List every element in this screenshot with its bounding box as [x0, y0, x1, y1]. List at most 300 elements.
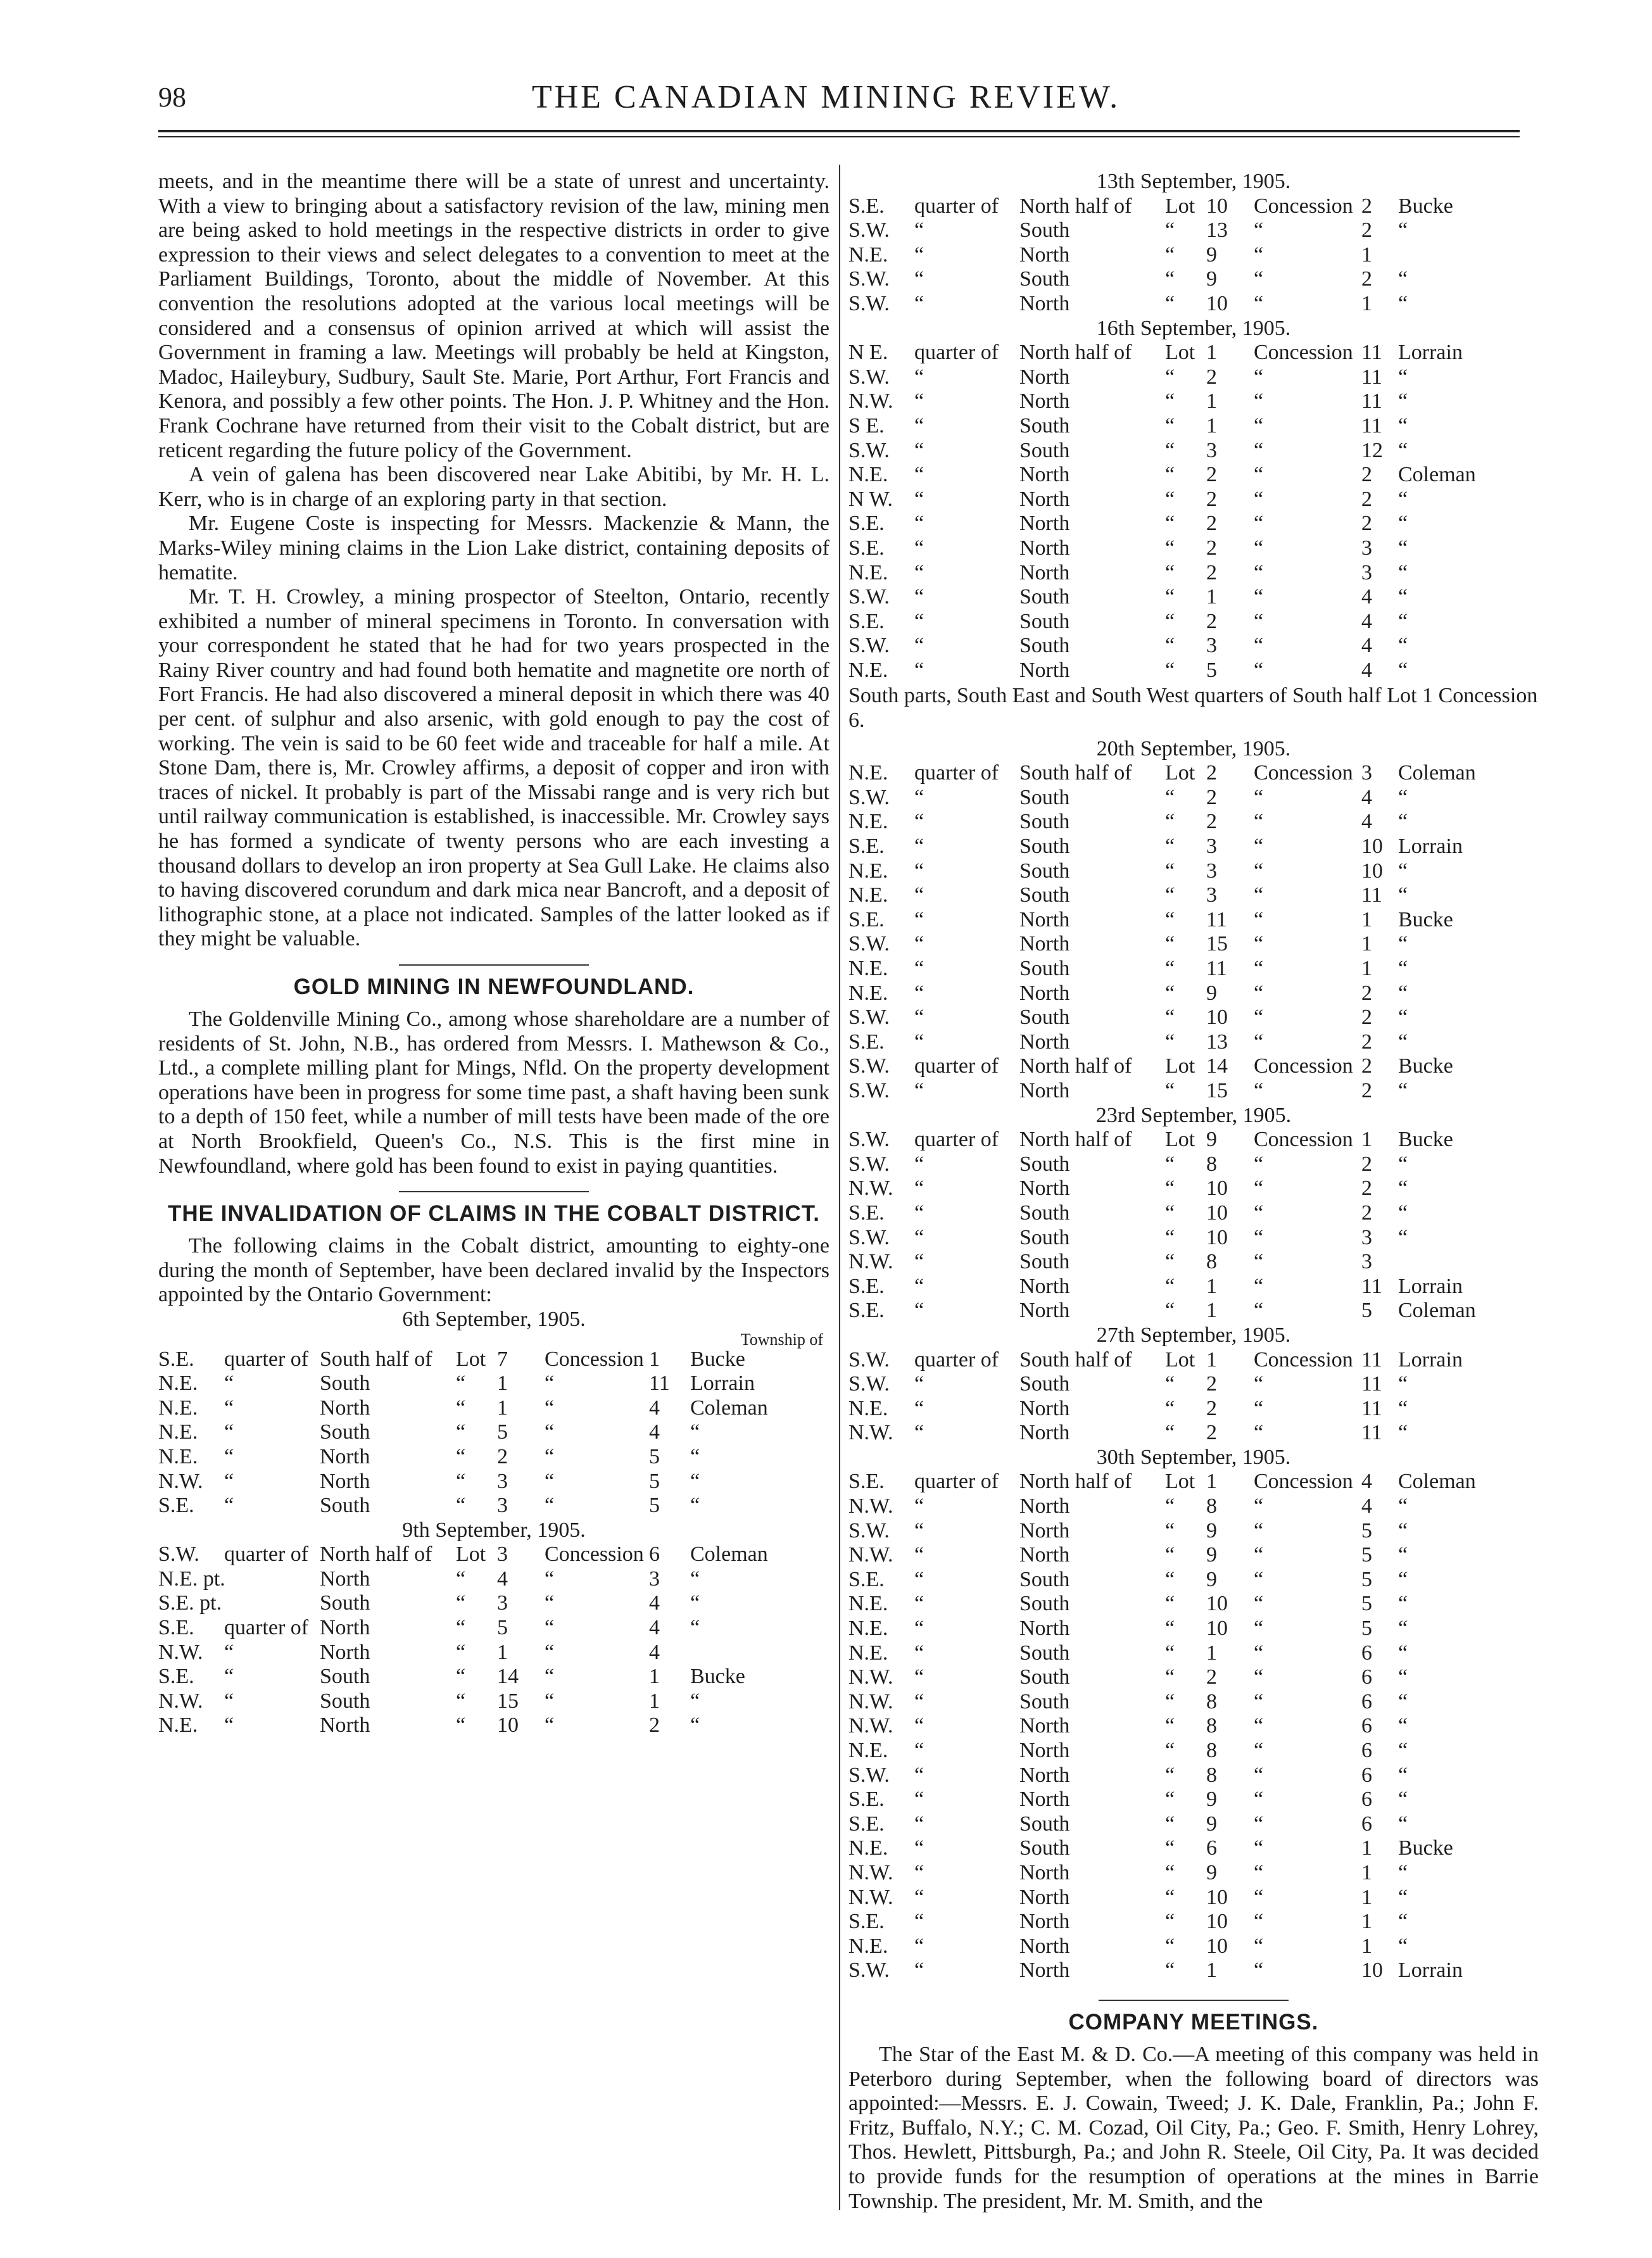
- claim-portion: quarter of: [224, 1542, 309, 1567]
- claim-lot-label: “: [1165, 1714, 1175, 1738]
- claims-date-group: [158, 1308, 829, 1518]
- claim-concession-label: “: [1254, 932, 1264, 956]
- claim-concession-number: 1: [1361, 243, 1372, 267]
- claim-lot-number: 3: [497, 1542, 508, 1567]
- claim-lot-number: 1: [497, 1640, 508, 1664]
- claim-concession-label: “: [1254, 907, 1264, 931]
- claim-row: [158, 1616, 829, 1641]
- claims-date-group: [848, 317, 1539, 733]
- claim-portion: “: [914, 1421, 924, 1445]
- claim-quarter: S.E.: [848, 512, 885, 536]
- claim-concession-label: “: [1254, 609, 1264, 633]
- claim-half: North: [1019, 487, 1070, 511]
- claim-concession-label: “: [545, 1469, 555, 1493]
- claim-row: [848, 267, 1539, 292]
- claim-lot-number: 9: [1206, 1128, 1217, 1152]
- claim-portion: “: [224, 1444, 234, 1468]
- claim-concession-number: 4: [1361, 585, 1372, 609]
- claim-concession-number: 5: [1361, 1518, 1372, 1542]
- claim-row: [848, 610, 1539, 634]
- claim-quarter: S.E.: [848, 1910, 885, 1934]
- claims-heading: THE INVALIDATION OF CLAIMS IN THE COBALT DISTRICT.: [168, 1201, 820, 1227]
- claim-half: North: [1019, 1299, 1070, 1323]
- claim-quarter: S.W.: [848, 438, 890, 462]
- claim-lot-number: 9: [1206, 981, 1217, 1005]
- claim-lot-number: 11: [1206, 907, 1227, 931]
- claim-half: North: [320, 1469, 370, 1493]
- claim-lot-label: “: [1165, 1665, 1175, 1689]
- gold-mining-heading: GOLD MINING IN NEWFOUNDLAND.: [293, 974, 695, 999]
- claim-concession-number: 2: [649, 1713, 660, 1738]
- claim-half: South: [1019, 785, 1070, 809]
- claim-row: [848, 1152, 1539, 1177]
- claim-lot-label: “: [1165, 1958, 1175, 1983]
- claim-row: [158, 1445, 829, 1470]
- claim-quarter: N W.: [848, 487, 893, 511]
- claim-concession-number: 10: [1361, 835, 1383, 859]
- claim-concession-number: 4: [1361, 1494, 1372, 1518]
- claim-row: [848, 957, 1539, 981]
- claim-township: Bucke: [690, 1665, 745, 1689]
- claim-lot-number: 2: [1206, 463, 1217, 487]
- claim-lot-label: “: [1165, 1739, 1175, 1762]
- claim-portion: “: [914, 1739, 924, 1762]
- claim-township: “: [1398, 218, 1408, 243]
- claim-concession-label: “: [1254, 267, 1264, 291]
- claim-portion: “: [914, 609, 924, 633]
- claim-portion: “: [914, 1689, 924, 1713]
- claim-township: Lorrain: [1398, 341, 1463, 365]
- claim-row: [848, 194, 1539, 219]
- claim-lot-label: “: [1165, 585, 1175, 609]
- claim-half: North: [1019, 1763, 1070, 1787]
- claim-lot-label: “: [1165, 1250, 1175, 1274]
- claim-lot-label: Lot: [1165, 194, 1195, 218]
- claim-row: [848, 1299, 1539, 1323]
- claim-row: [848, 1470, 1539, 1494]
- claim-concession-number: 1: [649, 1347, 660, 1371]
- claim-quarter: N.W.: [848, 1689, 893, 1713]
- section-rule: [1099, 2000, 1289, 2001]
- claim-lot-label: “: [1165, 487, 1175, 511]
- claim-lot-label: Lot: [1165, 761, 1195, 785]
- claim-quarter: S.W.: [848, 267, 890, 291]
- claim-concession-label: “: [1254, 1812, 1264, 1836]
- claim-concession-number: 11: [1361, 1274, 1382, 1298]
- left-article: [158, 170, 829, 952]
- claim-township: “: [1398, 883, 1408, 907]
- claim-half: South: [320, 1665, 370, 1689]
- claim-lot-label: “: [1165, 957, 1175, 980]
- claim-township: “: [1398, 810, 1408, 834]
- claim-lot-label: “: [1165, 267, 1175, 291]
- claim-quarter: S.W.: [848, 634, 890, 658]
- claim-lot-number: 1: [1206, 1274, 1217, 1298]
- claim-lot-label: “: [1165, 1934, 1175, 1958]
- header-rule: [158, 130, 1520, 132]
- claim-lot-number: 10: [1206, 291, 1228, 315]
- claims-date: 6th September, 1905.: [402, 1307, 586, 1331]
- claim-row: [848, 1641, 1539, 1666]
- claim-lot-number: 1: [1206, 389, 1217, 413]
- claim-quarter: N.W.: [848, 1885, 893, 1909]
- claim-concession-label: Concession: [1254, 341, 1353, 365]
- claim-concession-label: “: [1254, 1494, 1264, 1518]
- claim-portion: “: [914, 413, 924, 438]
- claim-portion: “: [914, 1934, 924, 1958]
- claim-concession-label: “: [1254, 1641, 1264, 1665]
- claim-township: “: [1398, 1788, 1408, 1812]
- claim-half: North: [1019, 1714, 1070, 1738]
- claim-lot-label: “: [456, 1396, 466, 1420]
- claim-concession-label: Concession: [545, 1347, 644, 1371]
- claim-concession-label: “: [1254, 1250, 1264, 1274]
- claim-lot-label: “: [1165, 1152, 1175, 1176]
- claim-concession-number: 4: [649, 1591, 660, 1615]
- claim-quarter: S.E.: [848, 907, 885, 931]
- claim-concession-label: “: [1254, 1421, 1264, 1445]
- claim-lot-number: 2: [1206, 1665, 1217, 1689]
- claim-half: South: [320, 1591, 370, 1615]
- claim-lot-number: 3: [497, 1494, 508, 1518]
- claim-quarter: N.E.: [848, 1592, 888, 1616]
- claim-portion: “: [914, 1006, 924, 1030]
- claim-concession-label: “: [1254, 1078, 1264, 1102]
- claim-portion: “: [914, 859, 924, 883]
- claim-township: “: [690, 1591, 700, 1615]
- claim-lot-number: 1: [1206, 1641, 1217, 1665]
- claim-row: [848, 1861, 1539, 1886]
- claim-half: South: [1019, 957, 1070, 980]
- claim-township: “: [1398, 1763, 1408, 1787]
- claim-portion: “: [914, 1910, 924, 1934]
- claim-township: “: [1398, 1617, 1408, 1641]
- claim-portion: “: [224, 1713, 234, 1738]
- claim-quarter: S.W.: [158, 1542, 199, 1567]
- claim-township: “: [1398, 1372, 1408, 1396]
- claim-lot-number: 1: [1206, 1470, 1217, 1494]
- article-paragraph: meets, and in the meantime there will be a state of unrest and uncertainty. With a view to bringing about a satisfactory revision of the law, mining men are being asked to hold meetings in the respective districts in order to give expression to their views and select delegates to a convention to meet at the Parliament Buildings, Toronto, about the middle of November. At this convention the resolutions adopted at the various local meetings will be considered and a consensus of opinion arrived at which will assist the Government in framing a law. Meetings will probably be held at Kingston, Madoc, Haileybury, Sudbury, Sault Ste. Marie, Port Arthur, Fort Francis and Kenora, and possibly a few other points. The Hon. J. P. Whitney and the Hon. Frank Cochrane have returned from their visit to the Cobalt district, but are reticent regarding the future policy of the Government.: [158, 170, 829, 462]
- claim-row: [848, 1250, 1539, 1275]
- claim-lot-number: 2: [1206, 487, 1217, 511]
- claim-lot-number: 9: [1206, 243, 1217, 267]
- claim-half: South: [1019, 1689, 1070, 1713]
- article-paragraph: A vein of galena has been discovered near Lake Abitibi, by Mr. H. L. Kerr, who is in charge of an exploring party in that section.: [158, 463, 829, 511]
- claim-lot-number: 8: [1206, 1152, 1217, 1176]
- claim-half: North: [1019, 1934, 1070, 1958]
- claim-township: “: [690, 1616, 700, 1640]
- claim-portion: “: [914, 1396, 924, 1420]
- claim-concession-label: Concession: [1254, 1054, 1353, 1078]
- claim-township: “: [1398, 1543, 1408, 1567]
- claim-row: [848, 439, 1539, 464]
- claim-lot-number: 15: [1206, 932, 1228, 956]
- claim-row: [848, 1030, 1539, 1055]
- claim-quarter: N.E.: [848, 883, 888, 907]
- claim-quarter: S E.: [848, 413, 885, 438]
- claim-portion: “: [914, 1250, 924, 1274]
- claim-half: South: [1019, 609, 1070, 633]
- claims-date-group: [848, 1323, 1539, 1446]
- claim-lot-label: “: [1165, 658, 1175, 682]
- claim-portion: “: [914, 907, 924, 931]
- claim-lot-number: 5: [497, 1616, 508, 1640]
- claim-concession-number: 3: [1361, 1225, 1372, 1249]
- claim-half: North: [1019, 1543, 1070, 1567]
- claim-portion: “: [224, 1372, 234, 1396]
- claim-half: North: [1019, 536, 1070, 560]
- claim-township: “: [1398, 438, 1408, 462]
- claim-concession-label: Concession: [1254, 1470, 1353, 1494]
- claim-row: [848, 341, 1539, 365]
- claim-half: South: [1019, 835, 1070, 859]
- claim-lot-number: 1: [1206, 1958, 1217, 1983]
- claim-half: South half of: [1019, 1347, 1132, 1372]
- claim-quarter: S.E.: [848, 1470, 885, 1494]
- township-column-header: Township of: [740, 1330, 823, 1349]
- claim-portion: “: [914, 1299, 924, 1323]
- claim-concession-number: 11: [649, 1372, 670, 1396]
- claim-portion: “: [914, 585, 924, 609]
- claim-township: Lorrain: [1398, 1274, 1463, 1298]
- claim-lot-label: “: [1165, 835, 1175, 859]
- claim-portion: “: [914, 463, 924, 487]
- claim-concession-label: “: [1254, 1836, 1264, 1860]
- claim-half: North: [320, 1616, 370, 1640]
- claim-row: [848, 1788, 1539, 1812]
- claim-concession-label: “: [1254, 1592, 1264, 1616]
- left-column: [158, 170, 829, 1738]
- claim-half: North half of: [1019, 1470, 1132, 1494]
- claim-half: North: [1019, 1885, 1070, 1909]
- claim-concession-number: 5: [1361, 1592, 1372, 1616]
- claim-township: “: [1398, 1739, 1408, 1762]
- claim-lot-number: 10: [1206, 1592, 1228, 1616]
- claim-concession-number: 5: [649, 1494, 660, 1518]
- claim-concession-label: “: [545, 1689, 555, 1713]
- claim-concession-label: “: [1254, 1860, 1264, 1884]
- claim-row: [848, 1910, 1539, 1934]
- claim-lot-label: “: [1165, 1078, 1175, 1102]
- claim-portion: “: [914, 243, 924, 267]
- claim-lot-number: 14: [1206, 1054, 1228, 1078]
- claim-lot-label: “: [1165, 1592, 1175, 1616]
- claim-concession-number: 5: [649, 1444, 660, 1468]
- claim-township: Bucke: [1398, 1054, 1453, 1078]
- claim-portion: “: [914, 512, 924, 536]
- claim-concession-label: “: [545, 1616, 555, 1640]
- claim-concession-label: “: [1254, 1152, 1264, 1176]
- claim-lot-label: “: [456, 1494, 466, 1518]
- claim-lot-label: “: [1165, 634, 1175, 658]
- claim-row: [848, 1226, 1539, 1251]
- claim-row: [848, 1397, 1539, 1422]
- claim-concession-number: 6: [1361, 1665, 1372, 1689]
- claim-lot-label: “: [1165, 512, 1175, 536]
- claim-row: [848, 561, 1539, 586]
- claim-lot-label: “: [1165, 1225, 1175, 1249]
- claim-lot-number: 2: [1206, 365, 1217, 389]
- claim-lot-number: 2: [1206, 609, 1217, 633]
- claim-quarter: N.W.: [848, 1860, 893, 1884]
- claim-concession-number: 1: [1361, 1885, 1372, 1909]
- claim-quarter: N.E.: [848, 957, 888, 980]
- claim-township: “: [1398, 1176, 1408, 1201]
- claim-lot-label: “: [456, 1640, 466, 1664]
- claim-half: North half of: [1019, 1054, 1132, 1078]
- header-rule-thin: [158, 136, 1520, 137]
- claim-lot-label: “: [1165, 365, 1175, 389]
- company-meetings-body: The Star of the East M. & D. Co.—A meeting of this company was held in Peterboro during September, when the following board of directors was appointed:—Messrs. E. J. Cowain, Tweed; J. K. Dale, Franklin, Pa.; John F. Fritz, Buffalo, N.Y.; C. M. Cozad, Oil City, Pa.; Geo. F. Smith, Henry Lohrey, Thos. Hewlett, Pittsburgh, Pa.; and John R. Steele, Oil City, Pa. It was decided to provide funds for the resumption of operations at the mines in Barrie Township. The president, Mr. M. Smith, and the: [848, 2042, 1539, 2213]
- claim-quarter: N.E.: [158, 1713, 198, 1738]
- claim-quarter: S.E. pt.: [158, 1591, 222, 1615]
- article-paragraph: Mr. T. H. Crowley, a mining prospector of Steelton, Ontario, recently exhibited a number of mineral specimens in Toronto. In conversation with your correspondent he stated that he had for two years prospected in the Rainy River country and had found both hematite and magnetite ore north of Fort Francis. He had also discovered a mineral deposit in which there was 40 per cent. of sulphur and also arsenic, with gold enough to pay the cost of working. The vein is said to be 60 feet wide and traceable for half a mile. At Stone Dam, there is, Mr. Crowley affirms, a deposit of copper and iron with traces of nickel. It probably is part of the Missabi range and is very rich but until railway communication is established, is inaccessible. Mr. Crowley says he has formed a syndicate of twenty persons who are each investing a thousand dollars to develop an iron property at Sea Gull Lake. He claims also to having discovered corundum and dark mica near Bancroft, and a deposit of lithographic stone, at a place not indicated. Samples of the latter looked as if they might be valuable.: [158, 585, 829, 951]
- claim-concession-label: “: [1254, 365, 1264, 389]
- claim-concession-label: “: [1254, 1225, 1264, 1249]
- claim-lot-number: 5: [497, 1420, 508, 1444]
- claim-concession-number: 6: [1361, 1763, 1372, 1787]
- claim-concession-number: 1: [1361, 291, 1372, 315]
- claim-concession-number: 10: [1361, 859, 1383, 883]
- claim-half: South: [1019, 1372, 1070, 1396]
- claim-portion: “: [914, 1152, 924, 1176]
- claim-lot-label: Lot: [1165, 1470, 1195, 1494]
- claims-list-right: [848, 170, 1539, 1983]
- claim-concession-number: 1: [649, 1689, 660, 1713]
- claim-lot-number: 10: [1206, 1201, 1228, 1225]
- claim-concession-label: “: [545, 1372, 555, 1396]
- claim-lot-label: Lot: [1165, 1347, 1195, 1372]
- claim-concession-label: Concession: [1254, 194, 1353, 218]
- claim-portion: “: [224, 1689, 234, 1713]
- claim-lot-label: “: [456, 1689, 466, 1713]
- claim-half: South: [1019, 1836, 1070, 1860]
- claim-concession-label: “: [1254, 1030, 1264, 1054]
- claim-row: [848, 1886, 1539, 1910]
- claim-half: North: [1019, 1518, 1070, 1542]
- claim-half: North: [320, 1444, 370, 1468]
- claim-concession-number: 6: [649, 1542, 660, 1567]
- claim-quarter: S.W.: [848, 365, 890, 389]
- claim-concession-label: “: [1254, 810, 1264, 834]
- claim-township: “: [1398, 512, 1408, 536]
- claim-portion: “: [914, 1617, 924, 1641]
- claim-lot-number: 13: [1206, 218, 1228, 243]
- claim-row: [848, 292, 1539, 317]
- claim-township: “: [1398, 1030, 1408, 1054]
- claim-row: [158, 1689, 829, 1714]
- claim-concession-number: 2: [1361, 1201, 1372, 1225]
- claim-lot-number: 10: [1206, 1910, 1228, 1934]
- claims-date-group: [158, 1518, 829, 1738]
- claim-quarter: N E.: [848, 341, 888, 365]
- claims-intro: The following claims in the Cobalt district, amounting to eighty-one during the month of September, have been declared invalid by the Inspectors appointed by the Ontario Government:: [158, 1234, 829, 1307]
- claim-portion: quarter of: [224, 1616, 309, 1640]
- claim-portion: “: [914, 1860, 924, 1884]
- claim-township: “: [1398, 932, 1408, 956]
- claim-concession-label: “: [1254, 1934, 1264, 1958]
- claim-concession-label: “: [1254, 1567, 1264, 1591]
- claim-half: South: [1019, 585, 1070, 609]
- claim-lot-number: 4: [497, 1567, 508, 1591]
- claim-township: “: [1398, 1152, 1408, 1176]
- claim-quarter: N.W.: [848, 1421, 893, 1445]
- claim-lot-number: 6: [1206, 1836, 1217, 1860]
- claim-half: North: [1019, 1494, 1070, 1518]
- claim-lot-label: “: [1165, 609, 1175, 633]
- claim-portion: “: [914, 1372, 924, 1396]
- claim-township: “: [1398, 658, 1408, 682]
- running-title: THE CANADIAN MINING REVIEW.: [531, 79, 1121, 115]
- claim-quarter: N.E.: [848, 1641, 888, 1665]
- claim-lot-label: “: [1165, 1860, 1175, 1884]
- claim-concession-number: 1: [1361, 1860, 1372, 1884]
- claim-township: “: [1398, 1665, 1408, 1689]
- claim-concession-number: 1: [1361, 907, 1372, 931]
- claim-row: [848, 1739, 1539, 1763]
- claim-row: [848, 1519, 1539, 1544]
- claim-row: [848, 218, 1539, 243]
- claim-portion: “: [914, 1518, 924, 1542]
- claim-township: Coleman: [1398, 761, 1476, 785]
- claim-concession-label: “: [1254, 1739, 1264, 1762]
- claim-concession-number: 11: [1361, 1396, 1382, 1420]
- claim-lot-label: “: [1165, 1763, 1175, 1787]
- company-meetings-heading: COMPANY MEETINGS.: [1068, 2009, 1319, 2034]
- claim-half: South: [1019, 883, 1070, 907]
- claim-lot-label: “: [1165, 1030, 1175, 1054]
- claim-concession-number: 6: [1361, 1641, 1372, 1665]
- claim-concession-label: “: [1254, 1274, 1264, 1298]
- claim-quarter: S.W.: [848, 1006, 890, 1030]
- claim-row: [848, 585, 1539, 610]
- claim-portion: “: [914, 1836, 924, 1860]
- claim-quarter: S.E.: [848, 609, 885, 633]
- claim-lot-label: “: [1165, 560, 1175, 584]
- claim-row: [848, 1617, 1539, 1641]
- claim-township: “: [1398, 1641, 1408, 1665]
- claim-concession-number: 11: [1361, 1421, 1382, 1445]
- claim-portion: quarter of: [914, 1054, 999, 1078]
- claim-township: Coleman: [690, 1542, 768, 1567]
- claim-portion: “: [914, 1958, 924, 1983]
- claim-row: [848, 932, 1539, 957]
- claim-concession-label: Concession: [1254, 761, 1353, 785]
- claims-date: 20th September, 1905.: [1096, 736, 1291, 760]
- claim-row: [848, 1690, 1539, 1715]
- claim-quarter: S.E.: [848, 1567, 885, 1591]
- claims-date-group: [848, 1446, 1539, 1983]
- claim-township: “: [690, 1469, 700, 1493]
- claim-half: South: [1019, 1225, 1070, 1249]
- claim-portion: “: [224, 1494, 234, 1518]
- claim-lot-label: “: [1165, 438, 1175, 462]
- claims-date: 16th September, 1905.: [1096, 316, 1291, 340]
- claim-concession-label: “: [1254, 1910, 1264, 1934]
- claim-concession-number: 4: [1361, 785, 1372, 809]
- claim-lot-label: Lot: [456, 1542, 486, 1567]
- claim-portion: “: [914, 1788, 924, 1812]
- claim-concession-number: 2: [1361, 1054, 1372, 1078]
- claim-lot-label: “: [1165, 1299, 1175, 1323]
- claim-row: [848, 1128, 1539, 1152]
- claim-concession-number: 1: [1361, 1934, 1372, 1958]
- claim-quarter: S.W.: [848, 585, 890, 609]
- claim-lot-label: Lot: [456, 1347, 486, 1371]
- claim-portion: “: [914, 1176, 924, 1201]
- claim-quarter: S.E.: [848, 536, 885, 560]
- claim-township: “: [1398, 560, 1408, 584]
